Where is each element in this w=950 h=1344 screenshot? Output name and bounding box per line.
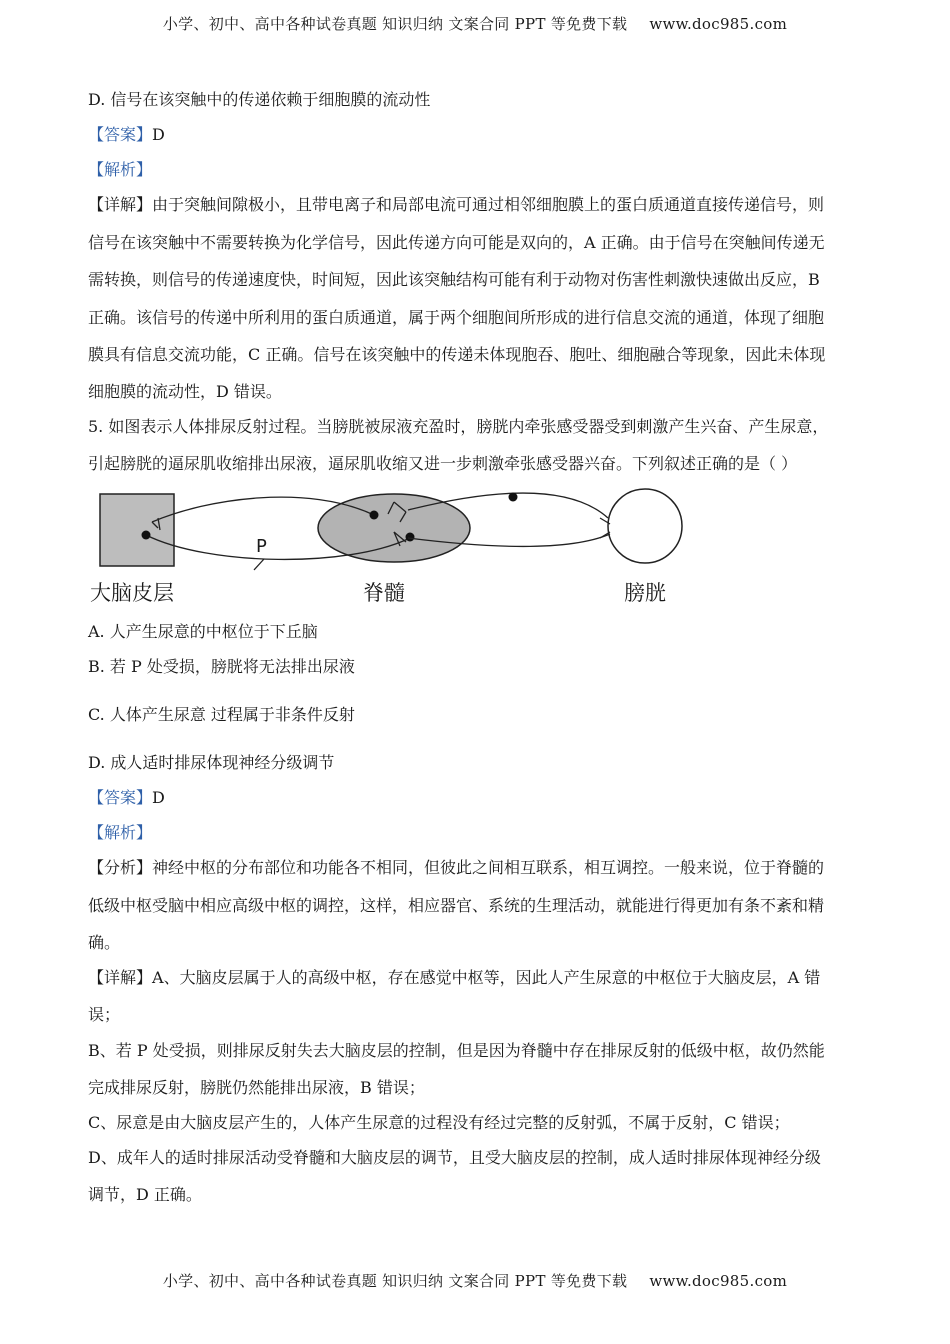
spinal-cord-ellipse (318, 494, 470, 562)
page-header (0, 13, 950, 34)
header-title: 小学、初中、高中各种试卷真题 知识归纳 文案合同 PPT 等免费下载 (162, 15, 628, 33)
q5-analysis-line: 确。 (88, 933, 121, 952)
q5-detail-line: B、若 P 处受损，则排尿反射失去大脑皮层的控制，但是因为脊髓中存在排尿反射的低级中枢，故仍然能 (88, 1041, 825, 1060)
q4-answer (88, 123, 878, 147)
answer-tag: 【答案】 (88, 788, 153, 807)
detail-text: 由于突触间隙极小，且带电离子和局部电流可通过相邻细胞膜上的蛋白质通道直接传递信号，则 (152, 195, 825, 214)
label-cortex: 大脑皮层 (90, 581, 174, 605)
label-p: P (256, 536, 267, 557)
q5-answer (88, 786, 878, 810)
footer-site-link[interactable]: www.doc985.com (649, 1272, 788, 1290)
bladder-circle (608, 489, 682, 563)
afferent-ganglion (509, 493, 518, 502)
q4-detail-line: 正确。该信号的传递中所利用的蛋白质通道，属于两个细胞间所形成的进行信息交流的通道，体现了细胞 (88, 308, 825, 327)
q5-option-a: A. 人产生尿意的中枢位于下丘脑 (88, 622, 318, 641)
label-spinal-cord: 脊髓 (363, 581, 405, 605)
header-site-link[interactable]: www.doc985.com (649, 15, 788, 33)
label-bladder: 膀胱 (624, 581, 666, 605)
spinal-neuron-body-lower (406, 533, 415, 542)
analysis-lead-tag: 【分析】 (88, 858, 153, 877)
analysis-tag: 【解析】 (88, 160, 153, 179)
lesion-mark (254, 559, 264, 570)
q5-stem-line: 5. 如图表示人体排尿反射过程。当膀胱被尿液充盈时，膀胱内牵张感受器受到刺激产生兴奋、产生尿意， (88, 417, 829, 436)
q4-detail-line: 需转换，则信号的传递速度快，时间短，因此该突触结构可能有利于动物对伤害性刺激快速做出反应，B (88, 270, 820, 289)
detail-text: A、大脑皮层属于人的高级中枢，存在感觉中枢等，因此人产生尿意的中枢位于大脑皮层，A 错 (152, 968, 821, 987)
q5-detail-line: 完成排尿反射，膀胱仍然能排出尿液，B 错误； (88, 1078, 425, 1097)
spinal-neuron-body-upper (370, 511, 379, 520)
cerebral-cortex-box (100, 494, 174, 566)
q5-option-b: B. 若 P 处受损，膀胱将无法排出尿液 (88, 657, 355, 676)
q5-option-d: D. 成人适时排尿体现神经分级调节 (88, 753, 335, 772)
reflex-arc-diagram (88, 488, 688, 608)
q5-analysis-line: 低级中枢受脑中相应高级中枢的调控，这样，相应器官、系统的生理活动，就能进行得更加有条不紊和精 (88, 896, 825, 915)
q5-analysis-line (88, 856, 878, 880)
q4-analysis-tag (88, 158, 878, 182)
q5-detail-line: 误； (88, 1005, 121, 1024)
q5-option-c: C. 人体产生尿意 过程属于非条件反射 (88, 705, 355, 724)
q5-stem-line: 引起膀胱的逼尿肌收缩排出尿液，逼尿肌收缩又进一步刺激牵张感受器兴奋。下列叙述正确的是（ ） (88, 454, 798, 473)
footer-title: 小学、初中、高中各种试卷真题 知识归纳 文案合同 PPT 等免费下载 (162, 1272, 628, 1290)
detail-tag: 【详解】 (88, 195, 153, 214)
analysis-text: 神经中枢的分布部位和功能各不相同，但彼此之间相互联系，相互调控。一般来说，位于脊髓的 (152, 858, 825, 877)
q4-detail-line: 信号在该突触中不需要转换为化学信号，因此传递方向可能是双向的，A 正确。由于信号在突触间传递无 (88, 233, 825, 252)
q5-detail-line: D、成年人的适时排尿活动受脊髓和大脑皮层的调节，且受大脑皮层的控制，成人适时排尿体现神经分级 (88, 1148, 821, 1167)
q5-detail-line: 调节，D 正确。 (88, 1185, 202, 1204)
q4-detail-line: 膜具有信息交流功能，C 正确。信号在该突触中的传递未体现胞吞、胞吐、细胞融合等现象，因此未体现 (88, 345, 826, 364)
answer-tag: 【答案】 (88, 125, 153, 144)
q4-detail-line: 细胞膜的流动性，D 错误。 (88, 382, 282, 401)
detail-tag: 【详解】 (88, 968, 153, 987)
q4-detail-line (88, 193, 878, 217)
page-footer (0, 1270, 950, 1291)
cortex-neuron-body (142, 531, 151, 540)
answer-value: D (152, 125, 165, 144)
q5-detail-line: C、尿意是由大脑皮层产生的，人体产生尿意的过程没有经过完整的反射弧，不属于反射，C 错误； (88, 1113, 790, 1132)
q5-analysis-tag (88, 821, 878, 845)
analysis-tag: 【解析】 (88, 823, 153, 842)
answer-value: D (152, 788, 165, 807)
q4-option-d: D. 信号在该突触中的传递依赖于细胞膜的流动性 (88, 90, 431, 109)
q5-detail-line (88, 966, 878, 990)
